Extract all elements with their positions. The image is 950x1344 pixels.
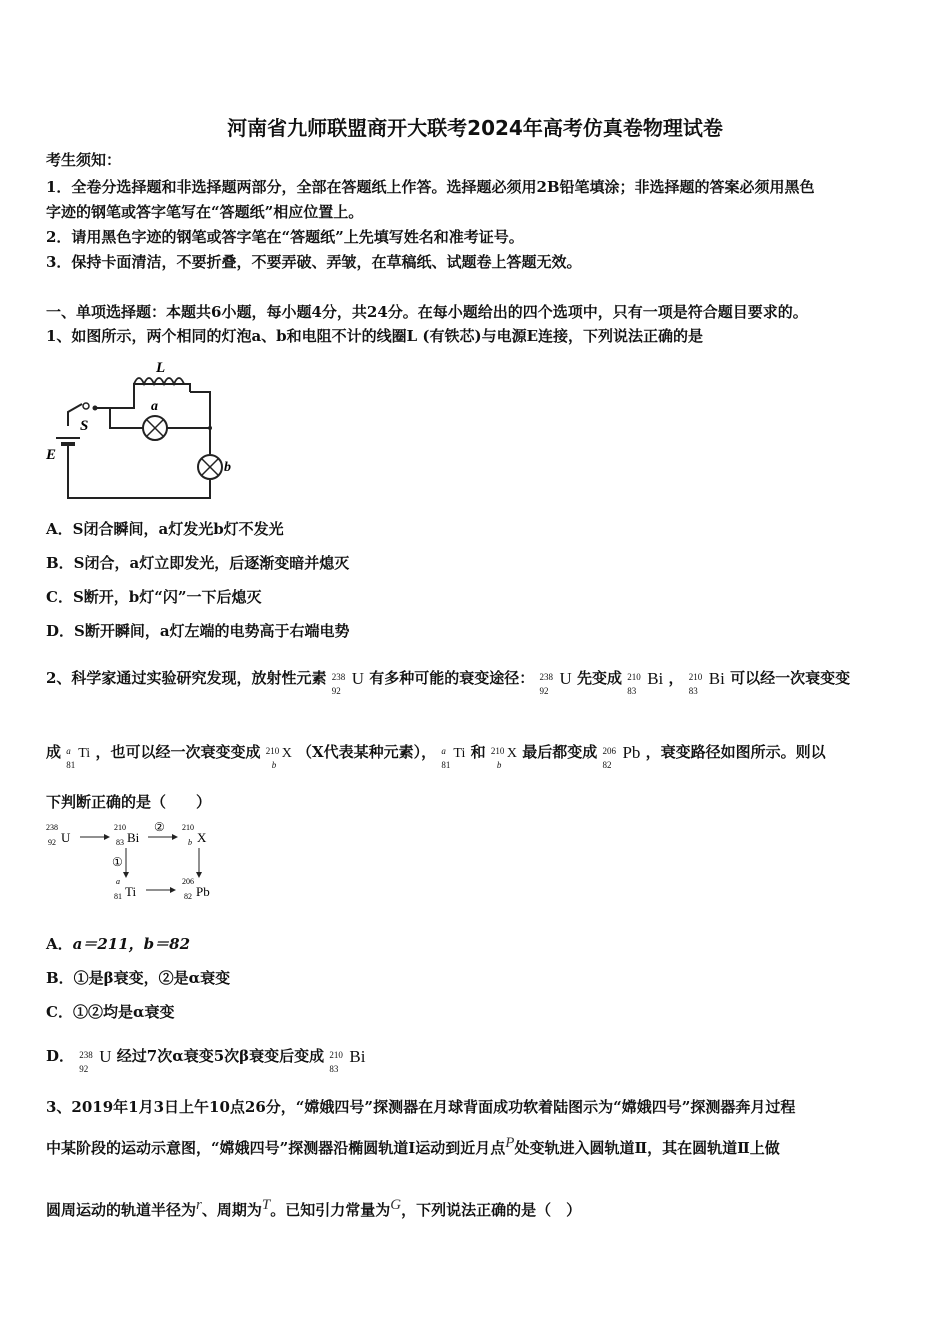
nuclide-bi210: 210 83 Bi: [627, 668, 664, 696]
nuclide-x: 210 b X: [265, 745, 292, 770]
lamp-a-label: a: [151, 399, 158, 414]
question-1-stem: 1、如图所示，两个相同的灯泡a、b和电阻不计的线圈L (有铁芯)与电源E连接，下列说法正确的是: [46, 327, 704, 345]
q2-option-b: B．①是β衰变，②是α衰变: [46, 969, 231, 987]
nuclide-u238: 238 92 U: [79, 1046, 112, 1074]
svg-text:210: 210: [114, 823, 126, 832]
notice-heading: 考生须知：: [46, 151, 122, 169]
svg-text:Ti: Ti: [125, 884, 137, 899]
notice-item: 2．请用黑色字迹的钢笔或答字笔在“答题纸”上先填写姓名和准考证号。: [46, 228, 524, 246]
decay-path-diagram: [44, 822, 224, 902]
circuit-diagram: [44, 358, 244, 503]
svg-text:Pb: Pb: [196, 884, 210, 899]
question-2-line1: 2、科学家通过实验研究发现，放射性元素 238 92 U 有多种可能的衰变途径： 238 92 U 先变成 210 83 Bi ， 210 83 Bi 可以经一次衰变变: [46, 668, 851, 696]
q2-option-c: C．①②均是α衰变: [46, 1003, 175, 1021]
source-label: E: [46, 447, 57, 463]
nuclide-ti: a 81 Ti: [441, 745, 466, 770]
svg-text:92: 92: [48, 838, 56, 847]
section-heading: 一、单项选择题：本题共6小题，每小题4分，共24分。在每小题给出的四个选项中，只有一项是符合题目要求的。: [46, 303, 808, 321]
question-2-line2: 成 a 81 Ti ，也可以经一次衰变变成 210 b X （X代表某种元素）， a 81 Ti 和 210 b X 最后都变成 206 82 Pb ，衰变路径如图所示。则以: [46, 742, 826, 770]
svg-text:210: 210: [182, 823, 194, 832]
nuclide-u238: 238 92 U: [539, 668, 572, 696]
notice-item: 3．保持卡面清洁，不要折叠，不要弄破、弄皱，在草稿纸、试题卷上答题无效。: [46, 253, 582, 271]
option-c: C．S断开，b灯“闪”一下后熄灭: [46, 588, 262, 606]
svg-text:82: 82: [184, 892, 192, 901]
nuclide-u238: 238 92 U: [331, 668, 364, 696]
svg-text:83: 83: [116, 838, 124, 847]
svg-text:a: a: [116, 877, 120, 886]
question-3-line3: 圆周运动的轨道半径为r、周期为T。已知引力常量为G，下列说法正确的是（ ）: [46, 1197, 582, 1219]
nuclide-bi210: 210 83 Bi: [688, 668, 725, 696]
svg-text:X: X: [197, 830, 207, 845]
nuclide-pb206: 206 82 Pb: [602, 742, 641, 770]
question-3-line1: 3、2019年1月3日上午10点26分，“嫦娥四号”探测器在月球背面成功软着陆图示为“嫦娥四号”探测器奔月过程: [46, 1098, 796, 1116]
option-a: A．S闭合瞬间，a灯发光b灯不发光: [46, 520, 284, 538]
q2-option-d: D． 238 92 U 经过7次α衰变5次β衰变后变成 210 83 Bi: [46, 1046, 366, 1074]
inductor-label: L: [156, 360, 166, 376]
notice-item: 字迹的钢笔或答字笔写在“答题纸”相应位置上。: [46, 203, 364, 221]
q2-option-a: A．a＝211，b＝82: [46, 935, 191, 953]
nuclide-x: 210 b X: [490, 745, 517, 770]
option-d: D．S断开瞬间，a灯左端的电势高于右端电势: [46, 622, 350, 640]
decay-step-2: ②: [154, 822, 165, 834]
page-title: 河南省九师联盟商开大联考2024年高考仿真卷物理试卷: [227, 116, 723, 140]
svg-text:b: b: [188, 838, 192, 847]
svg-text:U: U: [61, 830, 71, 845]
nuclide-bi210: 210 83 Bi: [329, 1046, 366, 1074]
decay-step-1: ①: [112, 855, 123, 869]
switch-label: S: [80, 418, 89, 434]
svg-text:238: 238: [46, 823, 58, 832]
svg-text:81: 81: [114, 892, 122, 901]
notice-item: 1．全卷分选择题和非选择题两部分，全部在答题纸上作答。选择题必须用2B铅笔填涂；非选择题的答案必须用黑色: [46, 178, 815, 196]
svg-text:206: 206: [182, 877, 194, 886]
svg-text:Bi: Bi: [127, 830, 140, 845]
question-3-line2: 中某阶段的运动示意图，“嫦娥四号”探测器沿椭圆轨道Ⅰ运动到近月点P处变轨进入圆轨道Ⅱ，其在圆轨道Ⅱ上做: [46, 1135, 780, 1157]
question-2-line3: 下判断正确的是（ ）: [46, 793, 212, 811]
lamp-b-label: b: [224, 460, 231, 475]
option-b: B．S闭合，a灯立即发光，后逐渐变暗并熄灭: [46, 554, 350, 572]
nuclide-ti: a 81 Ti: [66, 745, 91, 770]
